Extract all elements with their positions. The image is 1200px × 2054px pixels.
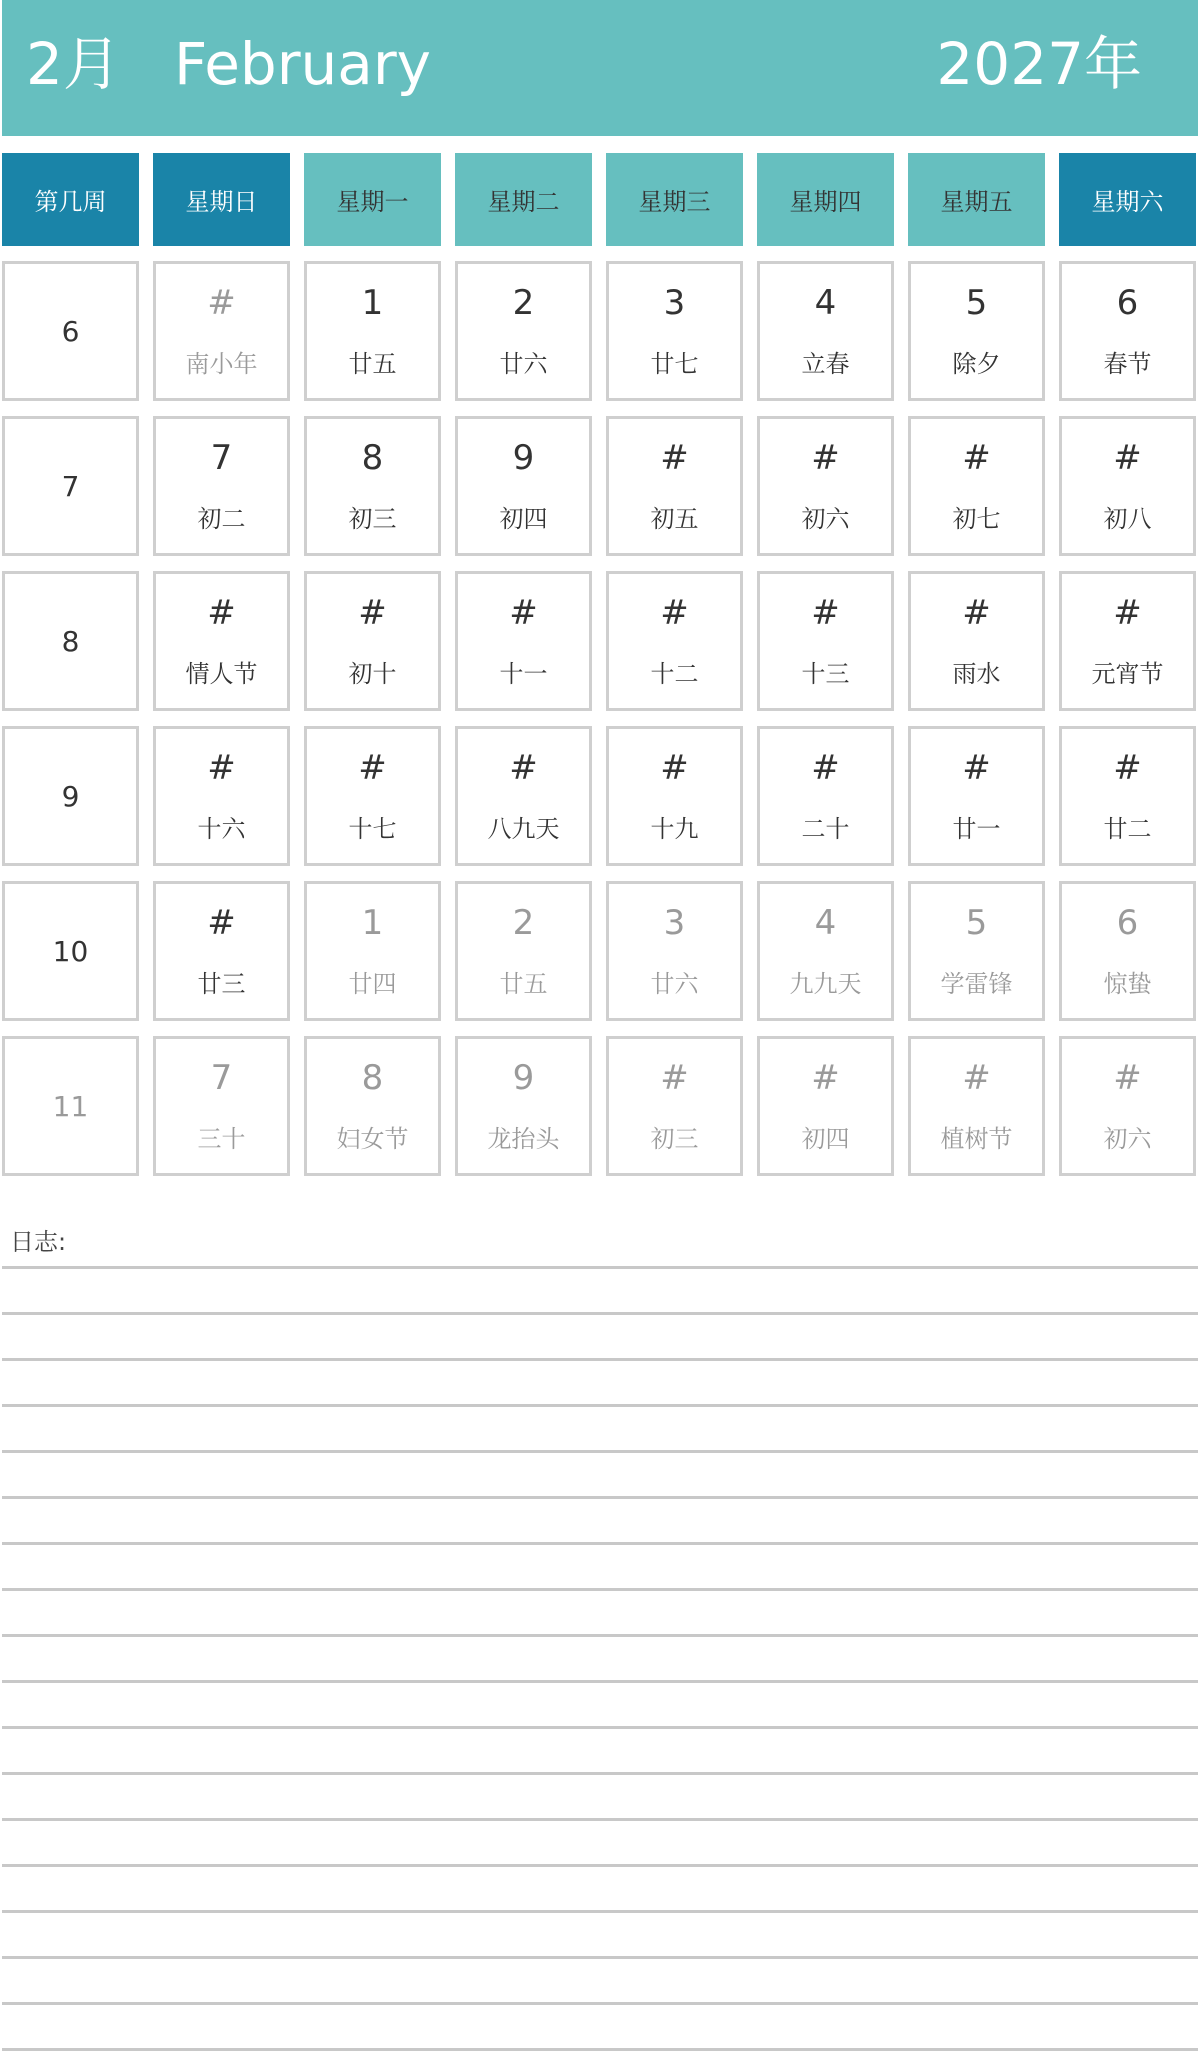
lunar-label: 雨水	[952, 660, 1001, 688]
day-number: 8	[361, 438, 384, 478]
log-rule-line	[2, 1404, 1198, 1407]
lunar-label: 情人节	[185, 660, 258, 688]
lunar-label: 廿五	[348, 350, 397, 378]
day-number: #	[207, 903, 236, 943]
log-rule-line	[2, 1680, 1198, 1683]
log-rule-line	[2, 1496, 1198, 1499]
day-cell[interactable]	[455, 1036, 592, 1176]
day-cell[interactable]	[304, 726, 441, 866]
day-cell[interactable]	[606, 571, 743, 711]
day-number: 6	[1116, 283, 1139, 323]
lunar-label: 初二	[197, 505, 246, 533]
day-cell[interactable]	[908, 1036, 1045, 1176]
day-cell[interactable]	[757, 726, 894, 866]
day-number: 4	[814, 903, 837, 943]
week-number-cell	[2, 726, 139, 866]
day-cell[interactable]	[1059, 571, 1196, 711]
log-rule-line	[2, 1910, 1198, 1913]
lunar-label: 初三	[348, 505, 397, 533]
weekday-fri: 星期五	[908, 153, 1045, 246]
day-number: #	[660, 1058, 689, 1098]
week-number: 6	[61, 314, 80, 348]
lunar-label: 惊蛰	[1103, 970, 1152, 998]
day-cell[interactable]	[606, 726, 743, 866]
lunar-label: 廿二	[1103, 815, 1152, 843]
day-cell[interactable]	[1059, 416, 1196, 556]
lunar-label: 初八	[1103, 505, 1152, 533]
lunar-label: 初五	[650, 505, 699, 533]
log-rule-line	[2, 1450, 1198, 1453]
day-cell[interactable]	[606, 1036, 743, 1176]
day-number: #	[962, 438, 991, 478]
log-rule-line	[2, 2002, 1198, 2005]
day-number: #	[1113, 748, 1142, 788]
lunar-label: 十一	[499, 660, 548, 688]
day-cell[interactable]	[908, 571, 1045, 711]
lunar-label: 九九天	[789, 970, 862, 998]
lunar-label: 学雷锋	[940, 970, 1013, 998]
day-number: 2	[512, 903, 535, 943]
day-cell[interactable]	[757, 881, 894, 1021]
day-number: 4	[814, 283, 837, 323]
day-number: #	[509, 593, 538, 633]
day-number: #	[660, 438, 689, 478]
day-number: 2	[512, 283, 535, 323]
day-number: 5	[965, 283, 988, 323]
log-rule-line	[2, 1772, 1198, 1775]
weekday-thu: 星期四	[757, 153, 894, 246]
month-en: February	[174, 30, 432, 98]
weekday-sun: 星期日	[153, 153, 290, 246]
lunar-label: 植树节	[940, 1125, 1013, 1153]
lunar-label: 春节	[1103, 350, 1152, 378]
day-cell[interactable]	[1059, 1036, 1196, 1176]
lunar-label: 妇女节	[336, 1125, 409, 1153]
lunar-label: 廿三	[197, 970, 246, 998]
day-cell[interactable]	[1059, 881, 1196, 1021]
lunar-label: 初三	[650, 1125, 699, 1153]
day-number: #	[207, 283, 236, 323]
weekday-mon: 星期一	[304, 153, 441, 246]
day-cell[interactable]	[304, 261, 441, 401]
lunar-label: 三十	[197, 1125, 246, 1153]
day-number: #	[509, 748, 538, 788]
day-number: #	[1113, 438, 1142, 478]
day-number: #	[207, 593, 236, 633]
day-number: 5	[965, 903, 988, 943]
day-number: 1	[361, 903, 384, 943]
day-cell[interactable]	[455, 726, 592, 866]
lunar-label: 初四	[499, 505, 548, 533]
lunar-label: 元宵节	[1091, 660, 1164, 688]
day-number: #	[811, 1058, 840, 1098]
lunar-label: 初六	[1103, 1125, 1152, 1153]
day-number: 9	[512, 1058, 535, 1098]
day-cell[interactable]	[153, 881, 290, 1021]
log-rule-line	[2, 1312, 1198, 1315]
day-number: #	[811, 438, 840, 478]
weekday-sat: 星期六	[1059, 153, 1196, 246]
day-number: #	[358, 593, 387, 633]
week-number: 9	[61, 779, 80, 813]
day-cell[interactable]	[304, 416, 441, 556]
year-label: 2027年	[936, 30, 1142, 98]
log-rule-line	[2, 1542, 1198, 1545]
lunar-label: 廿四	[348, 970, 397, 998]
week-number-header: 第几周	[2, 153, 139, 246]
weekday-tue: 星期二	[455, 153, 592, 246]
day-cell[interactable]	[1059, 261, 1196, 401]
lunar-label: 十三	[801, 660, 850, 688]
lunar-label: 龙抬头	[487, 1125, 560, 1153]
lunar-label: 初六	[801, 505, 850, 533]
lunar-label: 廿五	[499, 970, 548, 998]
lunar-label: 初七	[952, 505, 1001, 533]
day-cell[interactable]	[304, 1036, 441, 1176]
lunar-label: 南小年	[185, 350, 258, 378]
day-cell[interactable]	[757, 416, 894, 556]
day-number: #	[962, 1058, 991, 1098]
week-number-cell	[2, 571, 139, 711]
log-rule-line	[2, 1956, 1198, 1959]
day-number: 8	[361, 1058, 384, 1098]
day-cell[interactable]	[606, 881, 743, 1021]
day-cell[interactable]	[908, 881, 1045, 1021]
day-cell[interactable]	[455, 881, 592, 1021]
week-number: 11	[52, 1089, 89, 1123]
day-number: #	[1113, 1058, 1142, 1098]
day-cell[interactable]	[455, 416, 592, 556]
lunar-label: 廿一	[952, 815, 1001, 843]
day-number: #	[962, 748, 991, 788]
week-number: 10	[52, 934, 89, 968]
day-number: 1	[361, 283, 384, 323]
lunar-label: 廿七	[650, 350, 699, 378]
day-cell[interactable]	[153, 261, 290, 401]
lunar-label: 十六	[197, 815, 246, 843]
log-rule-line	[2, 1726, 1198, 1729]
lunar-label: 廿六	[650, 970, 699, 998]
day-cell[interactable]	[908, 416, 1045, 556]
week-number: 8	[61, 624, 80, 658]
day-cell[interactable]	[606, 261, 743, 401]
day-cell[interactable]	[153, 1036, 290, 1176]
day-cell[interactable]	[153, 416, 290, 556]
day-cell[interactable]	[757, 261, 894, 401]
day-cell[interactable]	[908, 261, 1045, 401]
day-cell[interactable]	[153, 571, 290, 711]
day-number: 3	[663, 903, 686, 943]
calendar-header	[2, 0, 1198, 136]
week-number-cell	[2, 261, 139, 401]
day-number: #	[660, 748, 689, 788]
log-rule-line	[2, 2048, 1198, 2051]
lunar-label: 八九天	[487, 815, 560, 843]
log-rule-line	[2, 1588, 1198, 1591]
log-rule-line	[2, 1818, 1198, 1821]
day-cell[interactable]	[1059, 726, 1196, 866]
day-number: 9	[512, 438, 535, 478]
log-label: 日志:	[10, 1228, 67, 1256]
day-number: 7	[210, 1058, 233, 1098]
day-cell[interactable]	[757, 571, 894, 711]
month-cn: 2月	[26, 30, 121, 98]
log-rule-line	[2, 1634, 1198, 1637]
day-cell[interactable]	[304, 881, 441, 1021]
lunar-label: 十九	[650, 815, 699, 843]
day-cell[interactable]	[455, 571, 592, 711]
lunar-label: 初十	[348, 660, 397, 688]
day-number: #	[1113, 593, 1142, 633]
weekday-wed: 星期三	[606, 153, 743, 246]
day-number: #	[811, 748, 840, 788]
day-cell[interactable]	[606, 416, 743, 556]
day-number: 7	[210, 438, 233, 478]
lunar-label: 二十	[801, 815, 850, 843]
log-rule-line	[2, 1358, 1198, 1361]
week-number-cell	[2, 416, 139, 556]
day-cell[interactable]	[455, 261, 592, 401]
day-number: 6	[1116, 903, 1139, 943]
day-cell[interactable]	[908, 726, 1045, 866]
day-number: #	[358, 748, 387, 788]
day-number: #	[962, 593, 991, 633]
week-number-cell	[2, 881, 139, 1021]
lunar-label: 除夕	[952, 350, 1001, 378]
day-number: 3	[663, 283, 686, 323]
day-number: #	[207, 748, 236, 788]
log-rule-line	[2, 1864, 1198, 1867]
week-number-cell	[2, 1036, 139, 1176]
lunar-label: 立春	[801, 350, 850, 378]
log-rule-line	[2, 1266, 1198, 1269]
day-number: #	[811, 593, 840, 633]
lunar-label: 十二	[650, 660, 699, 688]
week-number: 7	[61, 469, 80, 503]
day-cell[interactable]	[304, 571, 441, 711]
weekday-header-row	[0, 153, 1200, 246]
lunar-label: 初四	[801, 1125, 850, 1153]
day-cell[interactable]	[153, 726, 290, 866]
lunar-label: 廿六	[499, 350, 548, 378]
day-number: #	[660, 593, 689, 633]
day-cell[interactable]	[757, 1036, 894, 1176]
lunar-label: 十七	[348, 815, 397, 843]
